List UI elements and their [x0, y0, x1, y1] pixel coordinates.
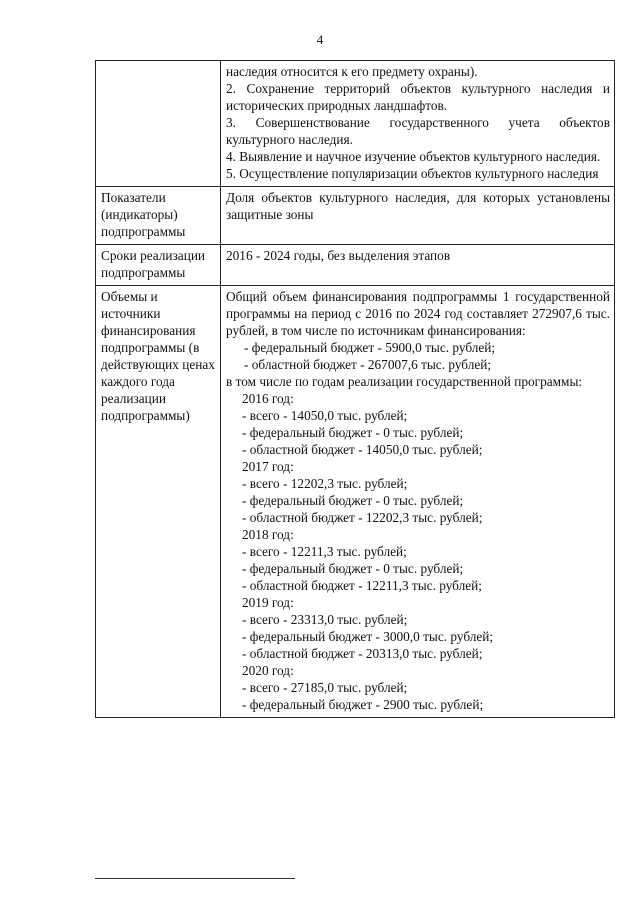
terms-text: 2016 - 2024 годы, без выделения этапов — [221, 245, 615, 286]
year-item: - всего - 12202,3 тыс. рублей; — [242, 476, 408, 491]
year-item: - областной бюджет - 20313,0 тыс. рублей; — [242, 646, 483, 661]
row-label-indicators: Показатели (индикаторы) подпрограммы — [96, 187, 221, 245]
table-row — [96, 286, 615, 718]
table-row — [96, 187, 615, 245]
goal-item: 3. Совершенствование государственного учета объектов культурного наследия. — [226, 115, 610, 147]
passport-table — [95, 60, 615, 718]
year-item: - федеральный бюджет - 0 тыс. рублей; — [242, 425, 464, 440]
row-label-financing: Объемы и источники финансирования подпрограммы (в действующих ценах каждого года реализации подпрограммы) — [96, 286, 221, 718]
year-heading: 2016 год: — [242, 391, 294, 406]
year-item: - всего - 23313,0 тыс. рублей; — [242, 612, 408, 627]
year-item: - федеральный бюджет - 3000,0 тыс. рублей; — [242, 629, 494, 644]
goal-item: наследия относится к его предмету охраны). — [226, 64, 478, 79]
footer-rule — [95, 878, 295, 879]
year-item: - областной бюджет - 12202,3 тыс. рублей; — [242, 510, 483, 525]
goal-item: 4. Выявление и научное изучение объектов культурного наследия. — [226, 149, 601, 164]
goal-item: 2. Сохранение территорий объектов культурного наследия и исторических природных ландшафтов. — [226, 81, 610, 113]
page-number: 4 — [316, 32, 324, 47]
row-label-terms: Сроки реализации подпрограммы — [96, 245, 221, 286]
year-heading: 2018 год: — [242, 527, 294, 542]
year-heading: 2017 год: — [242, 459, 294, 474]
indicators-text: Доля объектов культурного наследия, для которых установлены защитные зоны — [221, 187, 615, 245]
row-label — [96, 61, 221, 187]
financing-cell — [221, 286, 615, 718]
year-item: - федеральный бюджет - 2900 тыс. рублей; — [242, 697, 484, 712]
year-item: - всего - 14050,0 тыс. рублей; — [242, 408, 408, 423]
by-years-intro: в том числе по годам реализации государственной программы: — [226, 374, 583, 389]
goal-item: 5. Осуществление популяризации объектов культурного наследия — [226, 166, 599, 181]
year-heading: 2019 год: — [242, 595, 294, 610]
year-heading: 2020 год: — [242, 663, 294, 678]
table-row — [96, 61, 615, 187]
year-item: - всего - 27185,0 тыс. рублей; — [242, 680, 408, 695]
goals-list-cell — [221, 61, 615, 187]
year-item: - областной бюджет - 14050,0 тыс. рублей; — [242, 442, 483, 457]
year-item: - федеральный бюджет - 0 тыс. рублей; — [242, 493, 464, 508]
year-item: - областной бюджет - 12211,3 тыс. рублей; — [242, 578, 482, 593]
year-item: - всего - 12211,3 тыс. рублей; — [242, 544, 407, 559]
table-row — [96, 245, 615, 286]
source-item: - федеральный бюджет - 5900,0 тыс. рублей; — [244, 340, 496, 355]
source-item: - областной бюджет - 267007,6 тыс. рублей; — [244, 357, 492, 372]
financing-intro: Общий объем финансирования подпрограммы 1 государственной программы на период с 2016 по 2024 год составляет 272907,6 тыс. рублей, в том числе по источникам финансирования: — [226, 289, 610, 338]
year-item: - федеральный бюджет - 0 тыс. рублей; — [242, 561, 464, 576]
